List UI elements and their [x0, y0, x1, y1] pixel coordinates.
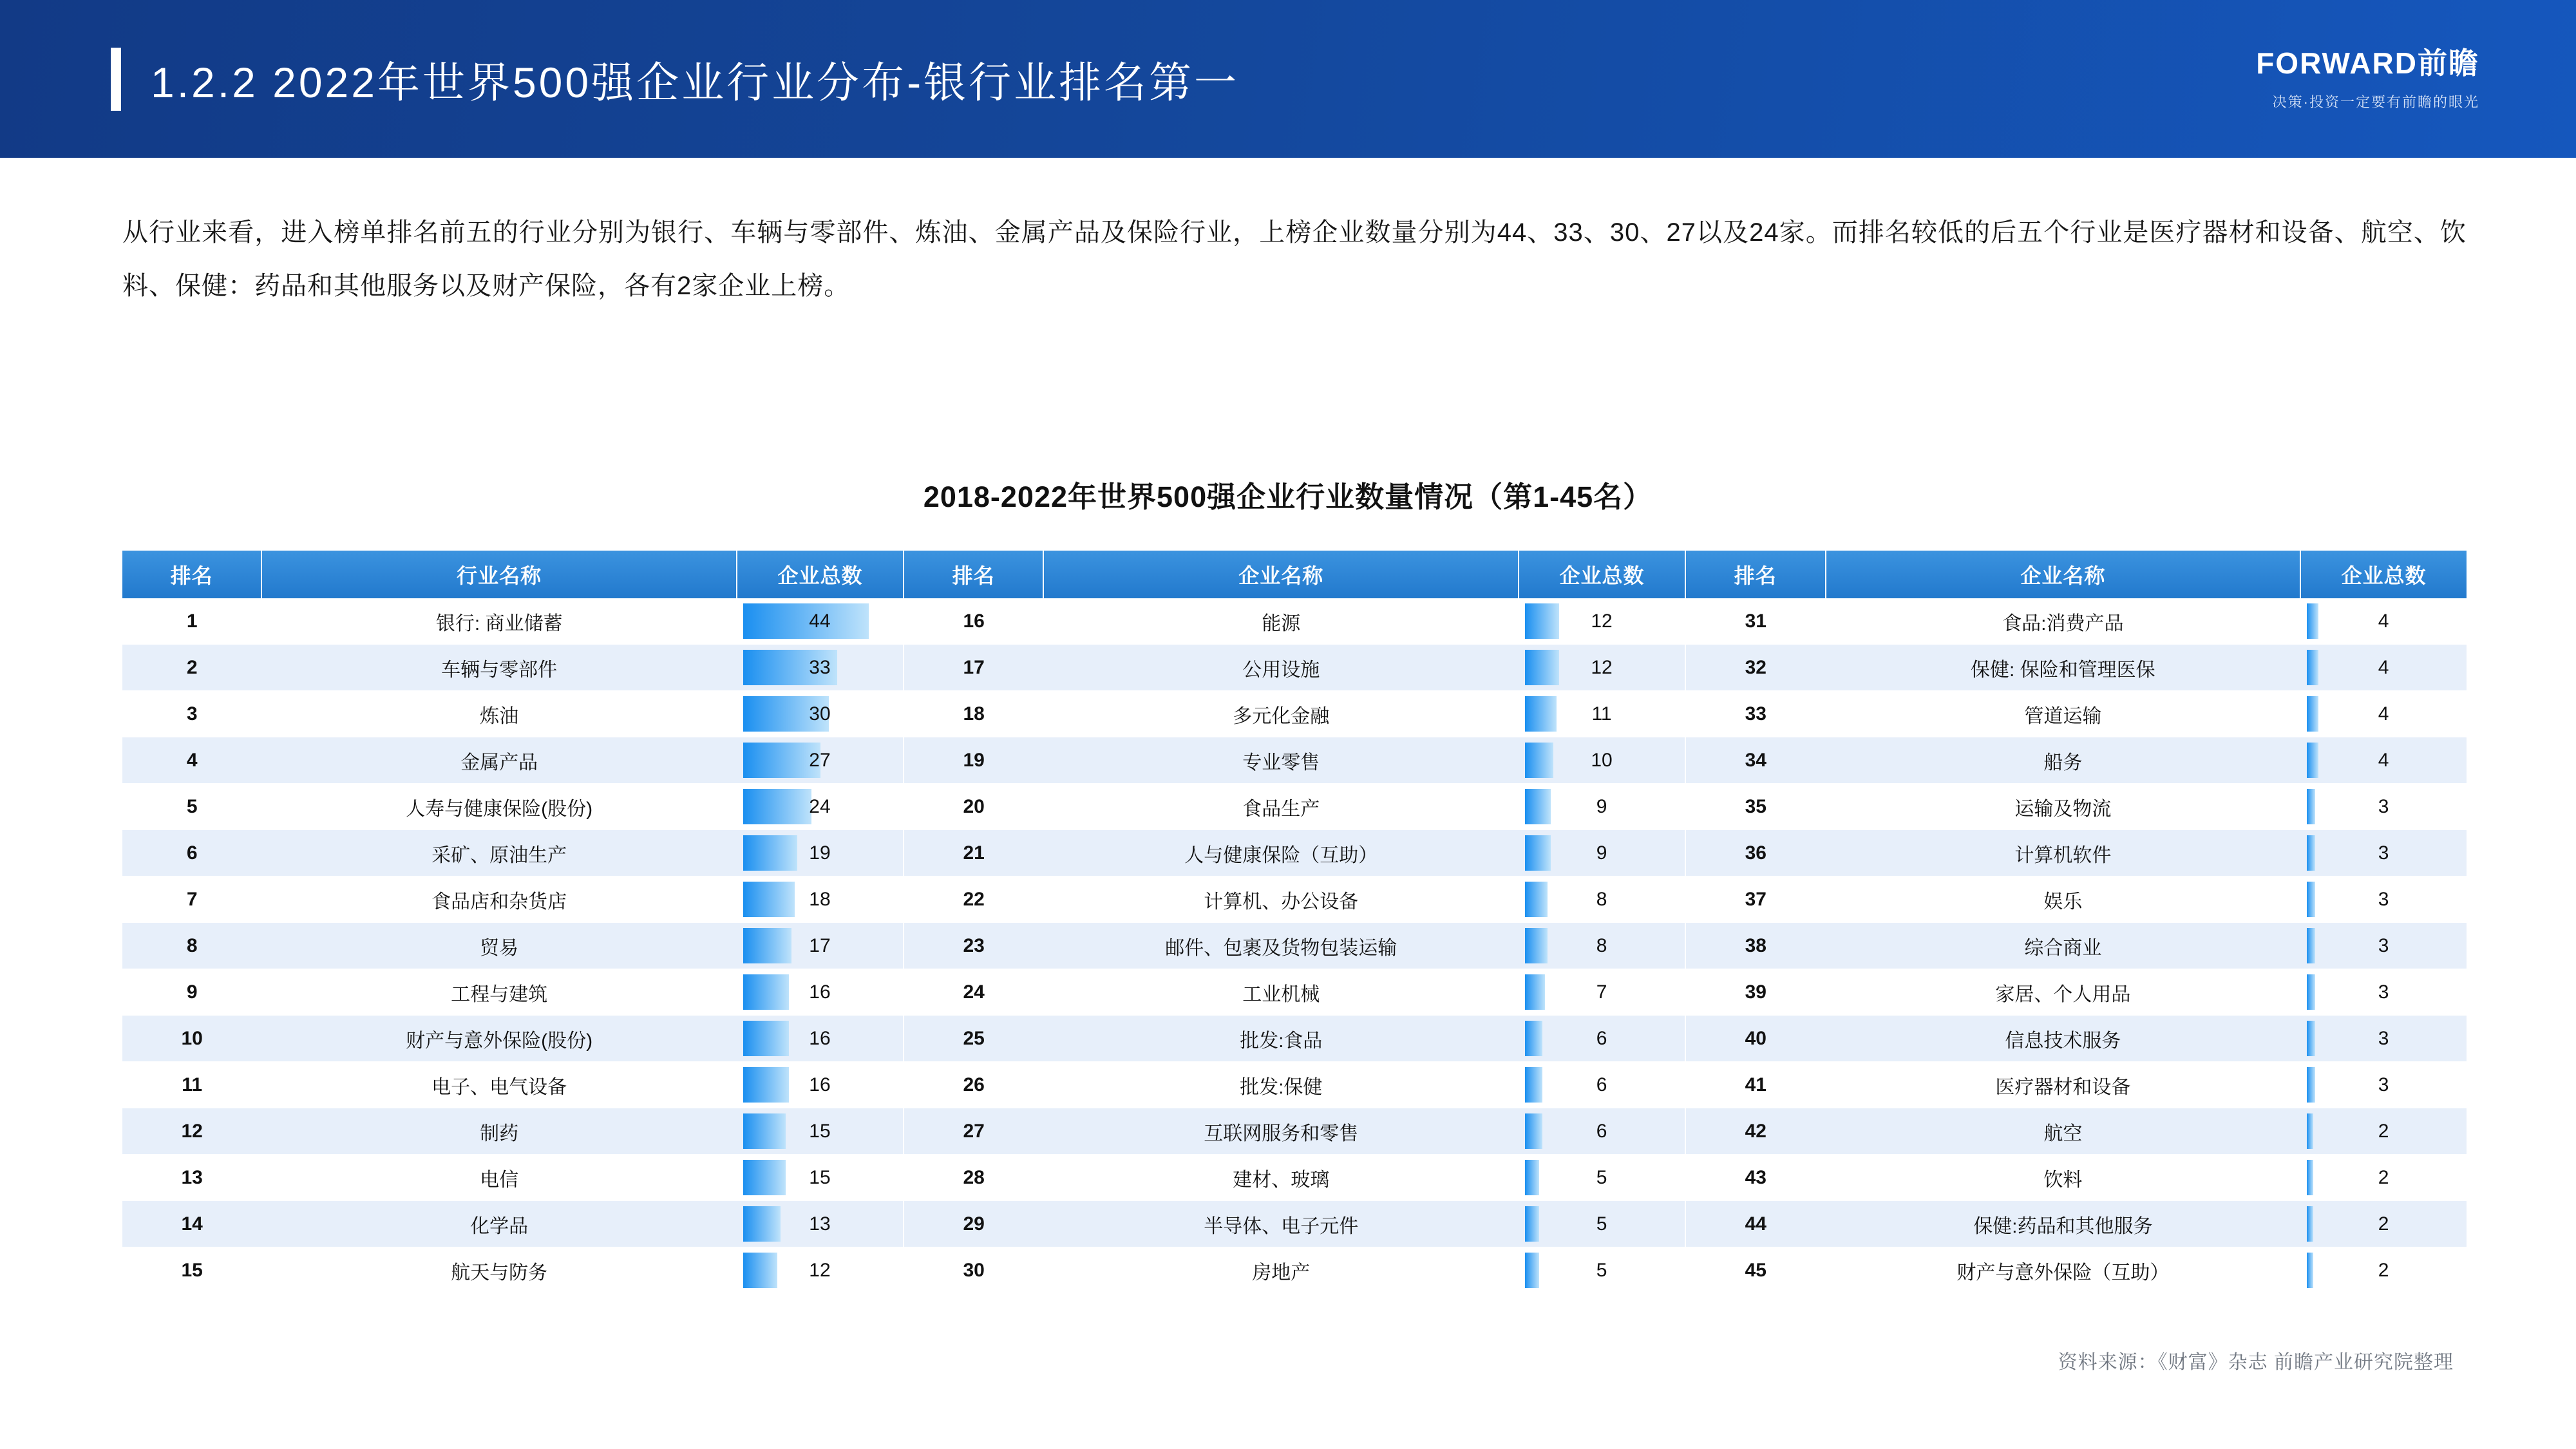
cell-industry-name: 贸易 — [261, 923, 737, 969]
cell-rank: 17 — [904, 645, 1044, 691]
bar-value-label: 2 — [2378, 1167, 2389, 1188]
cell-industry-name: 半导体、电子元件 — [1043, 1201, 1519, 1247]
brand-logo: FORWARD前瞻 — [2256, 46, 2479, 80]
bar-value-label: 12 — [1591, 657, 1613, 678]
table-row — [122, 598, 2467, 645]
cell-company-total — [1519, 1247, 1685, 1294]
cell-company-total — [737, 923, 904, 969]
cell-company-total — [737, 1247, 904, 1294]
cell-rank: 36 — [1685, 830, 1826, 876]
cell-company-total — [2300, 645, 2467, 691]
cell-company-total — [1519, 1155, 1685, 1201]
bar-value-label: 2 — [2378, 1121, 2389, 1142]
bar-value-label: 10 — [1591, 750, 1613, 771]
cell-rank: 33 — [1685, 691, 1826, 737]
bar-value-label: 5 — [1596, 1213, 1607, 1235]
cell-industry-name: 食品生产 — [1043, 784, 1519, 830]
bar-value-label: 3 — [2378, 796, 2389, 817]
cell-rank: 7 — [122, 876, 261, 923]
cell-company-total — [2300, 1016, 2467, 1062]
cell-industry-name: 化学品 — [261, 1201, 737, 1247]
cell-industry-name: 建材、玻璃 — [1043, 1155, 1519, 1201]
table-row — [122, 969, 2467, 1016]
cell-industry-name: 保健: 保险和管理医保 — [1826, 645, 2301, 691]
cell-company-total — [2300, 691, 2467, 737]
cell-rank: 20 — [904, 784, 1044, 830]
table-row — [122, 1201, 2467, 1247]
source-note: 资料来源：《财富》杂志 前瞻产业研究院整理 — [2058, 1352, 2454, 1373]
cell-industry-name: 电子、电气设备 — [261, 1062, 737, 1108]
cell-rank: 21 — [904, 830, 1044, 876]
bar-value-label: 3 — [2378, 981, 2389, 1003]
bar-value-label: 3 — [2378, 842, 2389, 864]
cell-company-total — [2300, 1201, 2467, 1247]
cell-company-total — [2300, 1062, 2467, 1108]
cell-company-total — [737, 969, 904, 1016]
cell-company-total — [737, 645, 904, 691]
cell-industry-name: 金属产品 — [261, 737, 737, 784]
cell-company-total — [1519, 691, 1685, 737]
table-body — [122, 598, 2467, 1294]
cell-industry-name: 电信 — [261, 1155, 737, 1201]
cell-company-total — [737, 876, 904, 923]
bar-value-label: 3 — [2378, 1028, 2389, 1049]
cell-rank: 44 — [1685, 1201, 1826, 1247]
bar-value-label: 15 — [809, 1121, 831, 1142]
bar-value-label: 4 — [2378, 611, 2389, 632]
cell-industry-name: 批发:食品 — [1043, 1016, 1519, 1062]
cell-industry-name: 银行: 商业储蓄 — [261, 598, 737, 645]
bar-value-label: 15 — [809, 1167, 831, 1188]
cell-industry-name: 管道运输 — [1826, 691, 2301, 737]
bar-value-label: 6 — [1596, 1121, 1607, 1142]
cell-industry-name: 互联网服务和零售 — [1043, 1108, 1519, 1155]
cell-industry-name: 房地产 — [1043, 1247, 1519, 1294]
bar-value-label: 4 — [2378, 703, 2389, 724]
cell-rank: 15 — [122, 1247, 261, 1294]
chart-title: 2018-2022年世界500强企业行业数量情况（第1-45名） — [923, 480, 1653, 513]
cell-rank: 41 — [1685, 1062, 1826, 1108]
cell-rank: 10 — [122, 1016, 261, 1062]
cell-rank: 11 — [122, 1062, 261, 1108]
cell-company-total — [737, 1108, 904, 1155]
bar-value-label: 3 — [2378, 889, 2389, 910]
bar-value-label: 6 — [1596, 1028, 1607, 1049]
cell-rank: 23 — [904, 923, 1044, 969]
cell-company-total — [1519, 923, 1685, 969]
col-total-3: 企业总数 — [2300, 551, 2467, 598]
bar-value-label: 16 — [809, 981, 831, 1003]
cell-company-total — [2300, 1155, 2467, 1201]
cell-industry-name: 计算机、办公设备 — [1043, 876, 1519, 923]
bar-value-label: 7 — [1596, 981, 1607, 1003]
header-accent-bar — [111, 48, 121, 111]
col-total-1: 企业总数 — [737, 551, 904, 598]
bar-value-label: 8 — [1596, 889, 1607, 910]
bar-value-label: 44 — [809, 611, 831, 632]
cell-company-total — [2300, 876, 2467, 923]
cell-industry-name: 专业零售 — [1043, 737, 1519, 784]
cell-industry-name: 人与健康保险（互助） — [1043, 830, 1519, 876]
cell-company-total — [737, 1155, 904, 1201]
cell-company-total — [2300, 1247, 2467, 1294]
cell-rank: 12 — [122, 1108, 261, 1155]
cell-rank: 25 — [904, 1016, 1044, 1062]
cell-rank: 9 — [122, 969, 261, 1016]
cell-industry-name: 计算机软件 — [1826, 830, 2301, 876]
cell-rank: 32 — [1685, 645, 1826, 691]
cell-company-total — [1519, 1062, 1685, 1108]
bar-value-label: 4 — [2378, 750, 2389, 771]
cell-rank: 3 — [122, 691, 261, 737]
bar-value-label: 18 — [809, 889, 831, 910]
cell-industry-name: 食品:消费产品 — [1826, 598, 2301, 645]
cell-rank: 42 — [1685, 1108, 1826, 1155]
cell-industry-name: 保健:药品和其他服务 — [1826, 1201, 2301, 1247]
cell-industry-name: 财产与意外保险(股份) — [261, 1016, 737, 1062]
cell-rank: 22 — [904, 876, 1044, 923]
cell-company-total — [2300, 1108, 2467, 1155]
bar-value-label: 9 — [1596, 796, 1607, 817]
cell-industry-name: 食品店和杂货店 — [261, 876, 737, 923]
bar-value-label: 33 — [809, 657, 831, 678]
bar-value-label: 11 — [1591, 703, 1612, 724]
cell-company-total — [737, 830, 904, 876]
table-row — [122, 923, 2467, 969]
cell-industry-name: 航空 — [1826, 1108, 2301, 1155]
table-row — [122, 1247, 2467, 1294]
cell-company-total — [1519, 969, 1685, 1016]
cell-rank: 37 — [1685, 876, 1826, 923]
cell-rank: 8 — [122, 923, 261, 969]
bar-value-label: 3 — [2378, 1074, 2389, 1095]
cell-company-total — [1519, 645, 1685, 691]
cell-company-total — [737, 691, 904, 737]
bar-value-label: 27 — [809, 750, 831, 771]
table-row — [122, 876, 2467, 923]
cell-company-total — [2300, 969, 2467, 1016]
cell-company-total — [737, 1201, 904, 1247]
col-rank-3: 排名 — [1685, 551, 1826, 598]
cell-industry-name: 家居、个人用品 — [1826, 969, 2301, 1016]
cell-company-total — [737, 784, 904, 830]
cell-industry-name: 工程与建筑 — [261, 969, 737, 1016]
bar-value-label: 6 — [1596, 1074, 1607, 1095]
cell-rank: 38 — [1685, 923, 1826, 969]
bar-value-label: 16 — [809, 1028, 831, 1049]
cell-rank: 28 — [904, 1155, 1044, 1201]
cell-company-total — [2300, 830, 2467, 876]
cell-rank: 14 — [122, 1201, 261, 1247]
bar-value-label: 17 — [809, 935, 831, 956]
cell-industry-name: 制药 — [261, 1108, 737, 1155]
bar-value-label: 2 — [2378, 1260, 2389, 1281]
page-title: 1.2.2 2022年世界500强企业行业分布-银行业排名第一 — [151, 59, 1240, 106]
cell-rank: 26 — [904, 1062, 1044, 1108]
col-rank-1: 排名 — [122, 551, 261, 598]
cell-rank: 27 — [904, 1108, 1044, 1155]
bar-value-label: 12 — [809, 1260, 831, 1281]
cell-industry-name: 能源 — [1043, 598, 1519, 645]
cell-rank: 30 — [904, 1247, 1044, 1294]
cell-rank: 16 — [904, 598, 1044, 645]
page-header — [0, 0, 2576, 158]
cell-rank: 6 — [122, 830, 261, 876]
table-row — [122, 1062, 2467, 1108]
cell-company-total — [1519, 876, 1685, 923]
cell-rank: 1 — [122, 598, 261, 645]
cell-company-total — [737, 598, 904, 645]
cell-rank: 18 — [904, 691, 1044, 737]
cell-company-total — [2300, 784, 2467, 830]
cell-company-total — [2300, 737, 2467, 784]
col-name-2: 企业名称 — [1043, 551, 1519, 598]
cell-industry-name: 综合商业 — [1826, 923, 2301, 969]
bar-value-label: 3 — [2378, 935, 2389, 956]
cell-company-total — [1519, 737, 1685, 784]
col-rank-2: 排名 — [904, 551, 1044, 598]
cell-rank: 13 — [122, 1155, 261, 1201]
cell-industry-name: 批发:保健 — [1043, 1062, 1519, 1108]
table-row — [122, 1155, 2467, 1201]
bar-value-label: 19 — [809, 842, 831, 864]
cell-company-total — [2300, 923, 2467, 969]
cell-industry-name: 医疗器材和设备 — [1826, 1062, 2301, 1108]
cell-industry-name: 采矿、原油生产 — [261, 830, 737, 876]
bar-value-label: 5 — [1596, 1167, 1607, 1188]
col-name-3: 企业名称 — [1826, 551, 2301, 598]
cell-rank: 39 — [1685, 969, 1826, 1016]
cell-rank: 5 — [122, 784, 261, 830]
cell-company-total — [737, 737, 904, 784]
cell-industry-name: 饮料 — [1826, 1155, 2301, 1201]
cell-industry-name: 信息技术服务 — [1826, 1016, 2301, 1062]
table-row — [122, 691, 2467, 737]
cell-company-total — [1519, 784, 1685, 830]
brand-slogan: 决策·投资一定要有前瞻的眼光 — [2272, 94, 2479, 110]
bar-value-label: 24 — [809, 796, 831, 817]
brand-block — [2256, 40, 2479, 111]
col-total-2: 企业总数 — [1519, 551, 1685, 598]
bar-value-label: 5 — [1596, 1260, 1607, 1281]
cell-industry-name: 运输及物流 — [1826, 784, 2301, 830]
industry-table — [122, 551, 2467, 1294]
cell-rank: 45 — [1685, 1247, 1826, 1294]
bar-value-label: 8 — [1596, 935, 1607, 956]
cell-company-total — [1519, 1201, 1685, 1247]
table-header-row — [122, 551, 2467, 598]
cell-rank: 40 — [1685, 1016, 1826, 1062]
cell-rank: 19 — [904, 737, 1044, 784]
cell-company-total — [1519, 830, 1685, 876]
cell-rank: 31 — [1685, 598, 1826, 645]
intro-paragraph: 从行业来看，进入榜单排名前五的行业分别为银行、车辆与零部件、炼油、金属产品及保险行业，上榜企业数量分别为44、33、30、27以及24家。而排名较低的后五个行业是医疗器材和设备、航空、饮料、保健：药品和其他服务以及财产保险，各有2家企业上榜。 — [122, 218, 2467, 300]
bar-value-label: 9 — [1596, 842, 1607, 864]
bar-value-label: 13 — [809, 1213, 831, 1235]
cell-rank: 34 — [1685, 737, 1826, 784]
industry-table-wrapper — [122, 551, 2467, 1294]
cell-rank: 2 — [122, 645, 261, 691]
cell-rank: 43 — [1685, 1155, 1826, 1201]
cell-industry-name: 工业机械 — [1043, 969, 1519, 1016]
bar-value-label: 30 — [809, 703, 831, 724]
cell-industry-name: 航天与防务 — [261, 1247, 737, 1294]
col-name-1: 行业名称 — [261, 551, 737, 598]
table-row — [122, 830, 2467, 876]
cell-company-total — [1519, 1108, 1685, 1155]
cell-company-total — [2300, 598, 2467, 645]
cell-industry-name: 多元化金融 — [1043, 691, 1519, 737]
table-row — [122, 737, 2467, 784]
table-row — [122, 1016, 2467, 1062]
table-header — [122, 551, 2467, 598]
table-row — [122, 784, 2467, 830]
cell-rank: 24 — [904, 969, 1044, 1016]
table-row — [122, 1108, 2467, 1155]
cell-company-total — [737, 1016, 904, 1062]
cell-industry-name: 公用设施 — [1043, 645, 1519, 691]
bar-value-label: 2 — [2378, 1213, 2389, 1235]
cell-industry-name: 炼油 — [261, 691, 737, 737]
cell-rank: 4 — [122, 737, 261, 784]
cell-rank: 29 — [904, 1201, 1044, 1247]
bar-value-label: 4 — [2378, 657, 2389, 678]
bar-value-label: 12 — [1591, 611, 1613, 632]
cell-industry-name: 车辆与零部件 — [261, 645, 737, 691]
cell-industry-name: 财产与意外保险（互助） — [1826, 1247, 2301, 1294]
cell-company-total — [737, 1062, 904, 1108]
cell-rank: 35 — [1685, 784, 1826, 830]
cell-industry-name: 邮件、包裹及货物包装运输 — [1043, 923, 1519, 969]
cell-industry-name: 船务 — [1826, 737, 2301, 784]
cell-industry-name: 人寿与健康保险(股份) — [261, 784, 737, 830]
table-row — [122, 645, 2467, 691]
cell-company-total — [1519, 1016, 1685, 1062]
cell-industry-name: 娱乐 — [1826, 876, 2301, 923]
cell-company-total — [1519, 598, 1685, 645]
bar-value-label: 16 — [809, 1074, 831, 1095]
